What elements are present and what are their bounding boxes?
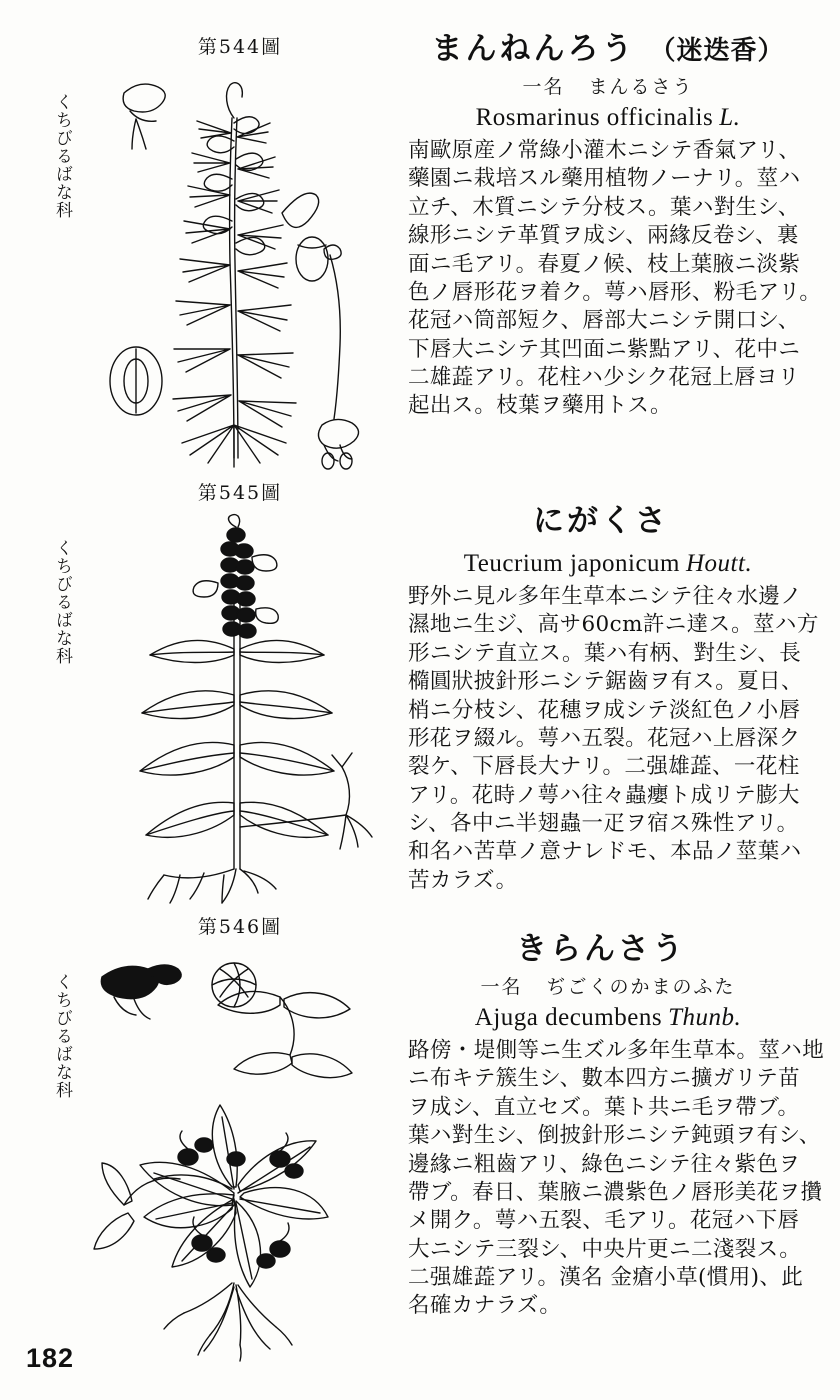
description-line: 濕地ニ生ジ、高サ60cm許ニ達ス。莖ハ方 [408,612,819,638]
description-line: 帶ブ。春日、葉腋ニ濃紫色ノ唇形美花ヲ攢 [408,1179,823,1205]
description-line: 花冠ハ筒部短ク、唇部大ニシテ開口シ、 [408,308,800,334]
text-column-546 [408,931,825,1321]
family-label-545: くちびるばな科 [52,539,72,665]
description-line: 二强雄蕋アリ。漢名 金瘡小草(慣用)、此 [408,1265,804,1291]
description-line: 梢ニ分枝シ、花穗ヲ成シテ淡紅色ノ小唇 [408,697,801,723]
description-line: 起出ス。枝葉ヲ藥用トス。 [408,393,672,419]
latin-authority: L. [719,104,741,132]
species-title-545 [408,504,808,538]
latin-binomial: Ajuga decumbens [474,1004,663,1032]
figure-caption-546: 第546圖 [197,916,283,938]
description-line: 邊緣ニ粗齒アリ、綠色ニシテ往々紫色ヲ [408,1151,801,1177]
description-546 [408,1037,825,1321]
family-label-546: くちびるばな科 [52,973,72,1099]
description-line: 南歐原産ノ常綠小灌木ニシテ香氣アリ、 [408,138,801,164]
description-line: 形花ヲ綴ル。萼ハ五裂。花冠ハ上唇深ク [408,725,801,751]
description-line: 名確カナラズ。 [408,1293,562,1319]
description-line: 下唇大ニシテ其凹面ニ紫點アリ、花中ニ [408,336,801,362]
description-544 [408,137,822,421]
description-line: シ、各中ニ半翅蟲一疋ヲ宿ス殊性アリ。 [408,811,799,837]
figure-caption-544: 第544圖 [197,36,283,58]
description-line: 路傍・堤側等ニ生ズル多年生草本。莖ハ地 [408,1038,825,1064]
illustration-ajuga [84,943,384,1363]
description-line: 線形ニシテ革質ヲ成シ、兩緣反卷シ、裏 [408,223,799,249]
description-line: ヲ成シ、直立セズ。葉ト共ニ毛ヲ帶ブ。 [408,1094,800,1120]
alias-value: ぢごくのかまのふた [546,976,736,999]
species-title-kanji: （迷迭香） [649,36,785,66]
description-line: 大ニシテ三裂シ、中央片更ニ二淺裂ス。 [408,1236,802,1262]
figure-body-546 [40,943,400,1363]
latin-binomial: Teucrium japonicum [463,550,680,578]
species-title-544 [408,32,808,66]
description-line: 形ニシテ直立ス。葉ハ有柄、對生シ、長 [408,640,802,666]
species-title-japanese: にがくさ [533,503,669,539]
figure-body-544 [40,63,400,483]
latin-authority: Houtt. [686,550,753,578]
description-line: 立チ、木質ニシテ分枝ス。葉ハ對生シ、 [408,194,800,220]
species-alias-544 [408,72,808,99]
description-line: 苦カラズ。 [408,867,518,893]
description-line: ニ布キテ簇生シ、數本四方ニ擴ガリテ苗 [408,1066,801,1092]
latin-name-545 [408,550,808,578]
species-title-546 [408,932,808,966]
description-line: メ開ク。萼ハ五裂、毛アリ。花冠ハ下唇 [408,1208,800,1234]
alias-value: まんるさう [588,76,694,99]
illustration-rosemary [84,63,384,473]
page-number: 182 [26,1343,75,1373]
description-line: 橢圓狀披針形ニシテ鋸齒ヲ有ス。夏日、 [408,669,803,695]
description-line: 色ノ唇形花ヲ着ク。萼ハ唇形、粉毛アリ。 [408,279,822,305]
alias-key: 一名 [480,976,523,999]
figure-column-546 [40,912,400,1363]
figure-caption-545: 第545圖 [197,482,283,504]
latin-binomial: Rosmarinus officinalis [475,104,714,132]
alias-key: 一名 [522,76,565,99]
description-line: アリ。花時ノ萼ハ往々蟲癭ト成リテ膨大 [408,782,800,808]
description-line: 葉ハ對生シ、倒披針形ニシテ鈍頭ヲ有シ、 [408,1123,821,1149]
illustration-teucrium [84,509,384,909]
description-line: 藥園ニ栽培スル藥用植物ノーナリ。莖ハ [408,166,801,192]
figure-column-544 [40,32,400,483]
description-line: 和名ハ苦草ノ意ナレドモ、本品ノ莖葉ハ [408,839,802,865]
figure-column-545 [40,478,400,909]
text-column-544 [408,31,822,421]
species-title-japanese: きらんさう [516,931,686,967]
description-line: 野外ニ見ル多年生草本ニシテ往々水邊ノ [408,584,803,610]
description-line: 裂ケ、下唇長大ナリ。二强雄蕋、一花柱 [408,754,800,780]
latin-name-546 [408,1004,808,1032]
species-alias-546 [408,972,808,999]
text-column-545 [408,503,819,895]
latin-authority: Thunb. [668,1004,742,1032]
description-line: 面ニ毛アリ。春夏ノ候、枝上葉腋ニ淡紫 [408,251,801,277]
description-545 [408,583,819,895]
family-label-544: くちびるばな科 [52,93,72,219]
figure-body-545 [40,509,400,909]
description-line: 二雄蕋アリ。花柱ハ少シク花冠上唇ヨリ [408,365,800,391]
species-title-japanese: まんねんろう [431,31,636,67]
latin-name-544 [408,104,808,132]
